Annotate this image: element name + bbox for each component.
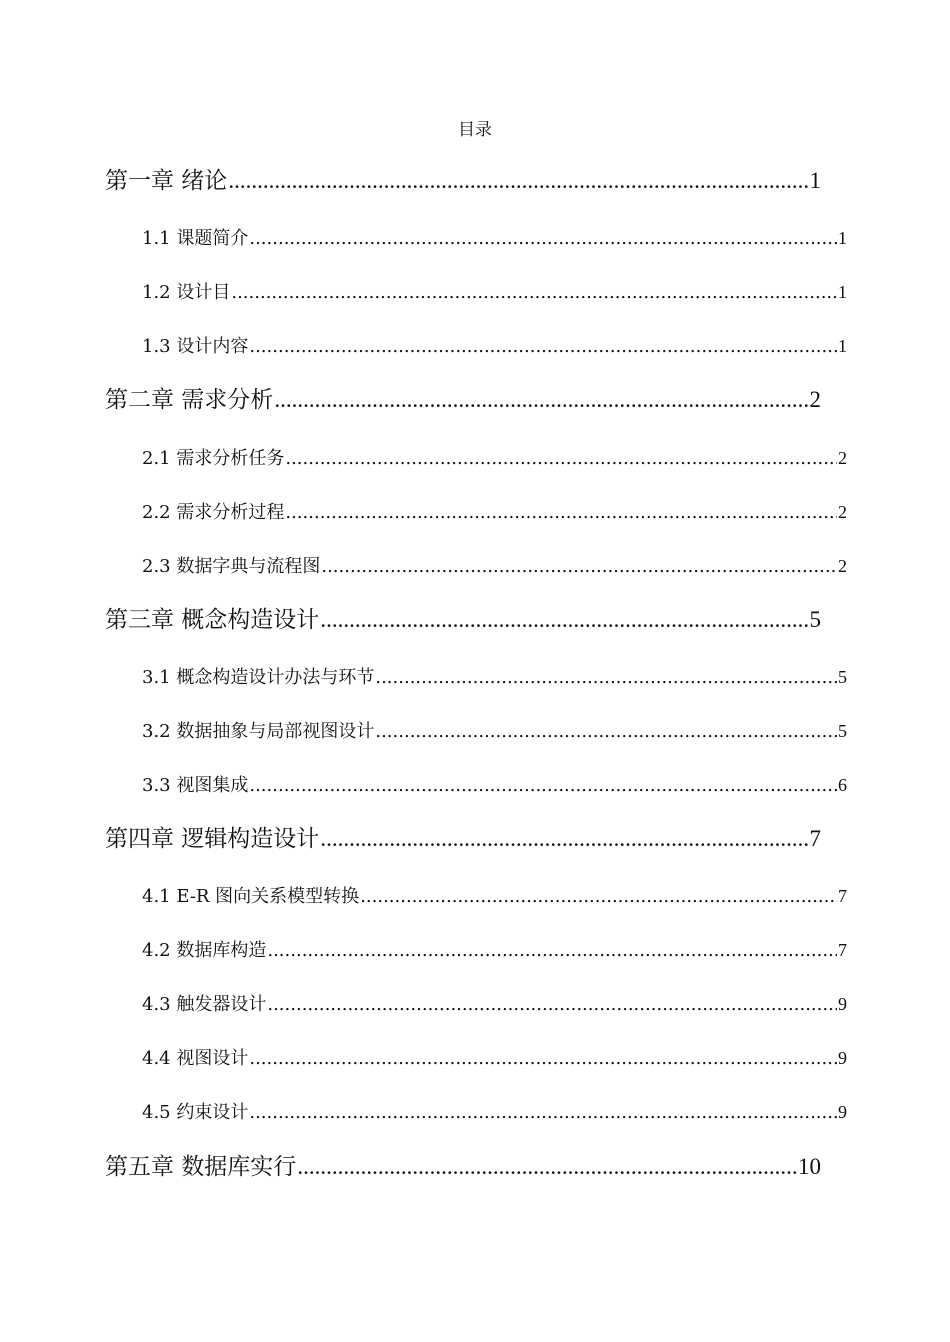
toc-entry-label: 第五章 数据库实行 xyxy=(105,1154,297,1180)
toc-entry-label: 3.2 数据抽象与局部视图设计 xyxy=(142,721,375,742)
toc-entry-label: 4.1 E-R 图向关系模型转换 xyxy=(142,886,360,907)
toc-page-number: 2 xyxy=(809,387,821,412)
toc-chapter-entry[interactable] xyxy=(105,1152,821,1182)
toc-section-entry[interactable] xyxy=(142,500,847,524)
dot-leader xyxy=(285,447,837,470)
toc-entry-label: 第四章 逻辑构造设计 xyxy=(105,826,320,852)
toc-chapter-entry[interactable] xyxy=(105,824,821,854)
toc-page-number: 5 xyxy=(838,721,847,741)
toc-page-number: 1 xyxy=(838,282,847,302)
toc-page-number: 7 xyxy=(838,940,847,960)
toc-entry-label: 4.5 约束设计 xyxy=(142,1102,249,1123)
toc-entry-label: 1.1 课题简介 xyxy=(142,228,249,249)
dot-leader xyxy=(249,227,837,250)
dot-leader xyxy=(321,555,837,578)
toc-page-number: 1 xyxy=(809,168,821,193)
toc-section-entry[interactable] xyxy=(142,280,847,304)
toc-page-number: 9 xyxy=(838,1048,847,1068)
dot-leader xyxy=(231,281,837,304)
dot-leader xyxy=(375,720,837,743)
dot-leader xyxy=(249,1047,837,1070)
toc-page-number: 6 xyxy=(838,775,847,795)
dot-leader xyxy=(267,939,837,962)
toc-section-entry[interactable] xyxy=(142,992,847,1016)
toc-section-entry[interactable] xyxy=(142,446,847,470)
dot-leader xyxy=(297,1152,797,1182)
toc-entry-label: 4.4 视图设计 xyxy=(142,1048,249,1069)
toc-page-number: 2 xyxy=(838,502,847,522)
dot-leader xyxy=(274,385,808,415)
toc-entry-label: 4.2 数据库构造 xyxy=(142,940,267,961)
toc-chapter-entry[interactable] xyxy=(105,166,821,196)
dot-leader xyxy=(249,774,837,797)
toc-entry-label: 第一章 绪论 xyxy=(105,168,228,194)
toc-page-number: 2 xyxy=(838,556,847,576)
toc-entry-label: 第三章 概念构造设计 xyxy=(105,607,320,633)
dot-leader xyxy=(228,166,808,196)
toc-section-entry[interactable] xyxy=(142,884,847,908)
toc-title: 目录 xyxy=(458,120,492,140)
toc-page-number: 7 xyxy=(809,826,821,851)
toc-entry-label: 2.1 需求分析任务 xyxy=(142,448,285,469)
toc-section-entry[interactable] xyxy=(142,773,847,797)
toc-entry-label: 1.3 设计内容 xyxy=(142,336,249,357)
toc-section-entry[interactable] xyxy=(142,554,847,578)
toc-page-number: 7 xyxy=(838,886,847,906)
toc-section-entry[interactable] xyxy=(142,226,847,250)
toc-section-entry[interactable] xyxy=(142,1046,847,1070)
toc-section-entry[interactable] xyxy=(142,334,847,358)
toc-page-number: 1 xyxy=(838,228,847,248)
toc-section-entry[interactable] xyxy=(142,1100,847,1124)
toc-page-number: 5 xyxy=(838,667,847,687)
toc-chapter-entry[interactable] xyxy=(105,385,821,415)
toc-page-number: 2 xyxy=(838,448,847,468)
toc-entry-label: 3.1 概念构造设计办法与环节 xyxy=(142,667,375,688)
toc-page-number: 1 xyxy=(838,336,847,356)
toc-section-entry[interactable] xyxy=(142,938,847,962)
toc-entry-label: 4.3 触发器设计 xyxy=(142,994,267,1015)
dot-leader xyxy=(375,666,837,689)
toc-entry-label: 2.3 数据字典与流程图 xyxy=(142,556,321,577)
toc-page-number: 9 xyxy=(838,994,847,1014)
toc-entry-label: 3.3 视图集成 xyxy=(142,775,249,796)
toc-chapter-entry[interactable] xyxy=(105,605,821,635)
dot-leader xyxy=(249,1101,837,1124)
dot-leader xyxy=(320,605,808,635)
dot-leader xyxy=(285,501,837,524)
toc-section-entry[interactable] xyxy=(142,719,847,743)
toc-entry-label: 第二章 需求分析 xyxy=(105,387,274,413)
dot-leader xyxy=(360,885,837,908)
toc-page-number: 5 xyxy=(809,607,821,632)
dot-leader xyxy=(320,824,808,854)
toc-page-number: 10 xyxy=(798,1154,821,1179)
dot-leader xyxy=(267,993,837,1016)
toc-entry-label: 1.2 设计目 xyxy=(142,282,231,303)
dot-leader xyxy=(249,335,837,358)
toc-entry-label: 2.2 需求分析过程 xyxy=(142,502,285,523)
toc-page-number: 9 xyxy=(838,1102,847,1122)
toc-section-entry[interactable] xyxy=(142,665,847,689)
